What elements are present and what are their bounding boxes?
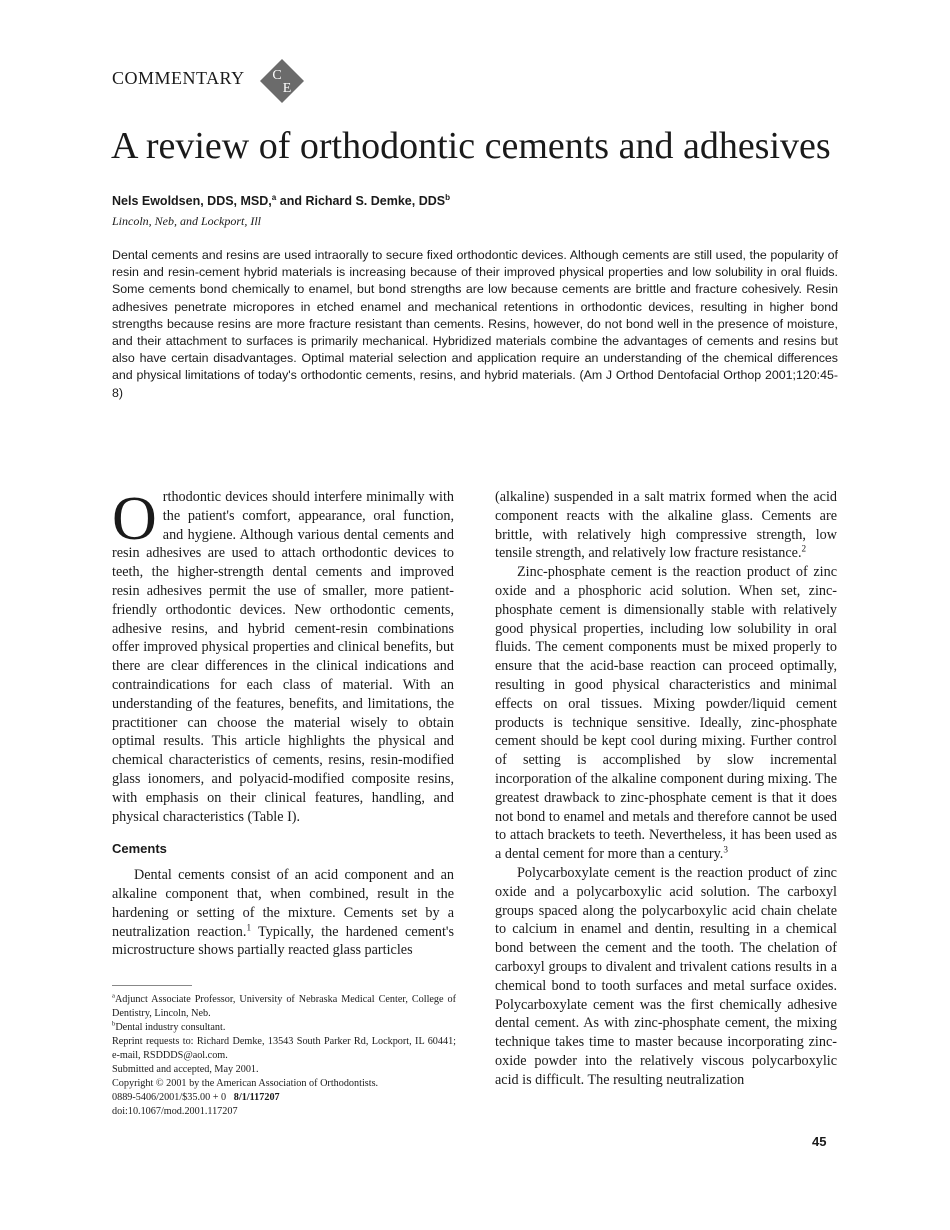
footnote-divider (112, 985, 192, 986)
article-title: A review of orthodontic cements and adhesives (111, 125, 831, 167)
footnote-b: $^b$Dental industry consultant. (112, 1020, 226, 1033)
ref-3: 3 (723, 844, 728, 855)
ref-2: 2 (801, 543, 807, 554)
page-number: 45 (812, 1134, 827, 1149)
author-line (112, 194, 450, 208)
zinc-phosphate-paragraph: Zinc-phosphate cement is the reaction product of zinc oxide and a phosphoric acid solution. When set, zinc-phosphate cement is dimensionally stable with relatively good physical properties, including low solubility in oral fluids. The cement components must be mixed properly to ensure that the acid-base reaction can proceed optimally, resulting in good physical characteristics and minimal effects on oral tissues. Mixing powder/liquid cement products is technique sensitive. Ideally, zinc-phosphate cement should be kept cool during mixing. Further control of setting is accomplished by slow incremental incorporation of the alkaline component during mixing. The greatest drawback to zinc-phosphate cement is that it does not bond to enamel and metals and therefore cannot be used to attach brackets to teeth. Nevertheless, it has been used as a dental cement for more than a century.$^3$ (495, 564, 837, 863)
footnotes (112, 993, 456, 1119)
footnote-a: $^a$Adjunct Associate Professor, University of Nebraska Medical Center, College of Dentistry, Lincoln, Neb. (112, 992, 456, 1019)
badge-top-letter: C (272, 68, 282, 83)
affiliation: Lincoln, Neb, and Lockport, Ill (112, 214, 261, 228)
author-2-affil-mark: b (445, 192, 451, 202)
polycarboxylate-paragraph: Polycarboxylate cement is the reaction product of zinc oxide and a polycarboxylic acid solution. The carboxyl groups spaced along the polycarboxylic acid chain chelate to calcium in enamel and dentin, resulting in a chemical bond between the cement and the tooth. The chelation of carboxyl groups to divalent and trivalent cations results in a chemical bond to tooth surfaces and metal surface oxides. Polycarboxylate cement was the first chemically adhesive dental cement. As with zinc-phosphate cement, the mixing technique takes time to master because incorporating zinc-oxide powder into the relatively viscous polycarboxylic acid is difficult. The resulting neutralization (495, 864, 837, 1088)
abstract: Dental cements and resins are used intraorally to secure fixed orthodontic devices. Although cements are still used, the popularity of resin and resin-cement hybrid materials is increasing because of their improved physical properties and low solubility in oral fluids. Some cements bond chemically to enamel, but bond strengths are low because cements are brittle and fracture cohesively. Resin adhesives penetrate micropores in etched enamel and mechanical retentions in orthodontic devices, resulting in higher bond strengths because resins are more fracture resistant than cements. Resins, however, do not bond well in the presence of moisture, and their attachment to surfaces is primarily mechanical. Hybridized materials combine the advantages of cements and resins but also have certain disadvantages. Optimal material selection and application require an understanding of the chemical differences and physical limitations of today's orthodontic cements, resins, and hybrid materials. (Am J Orthod Dentofacial Orthop 2001;120:45-8) (112, 248, 838, 400)
badge-bottom-letter: E (282, 81, 292, 96)
author-2: and Richard S. Demke, DDS (276, 194, 446, 208)
body-column-left (112, 485, 455, 960)
copyright-note: Copyright © 2001 by the American Association of Orthodontists. (112, 1078, 379, 1089)
intro-paragraph: Orthodontic devices should interfere minimally with the patient's comfort, appearance, oral function, and hygiene. Although various dental cements and resin adhesives are used to attach orthodontic devices to teeth, the higher-strength dental cements and improved resin adhesives permit the use of smaller, more patient-friendly orthodontic devices. New orthodontic cements, adhesive resins, and hybrid cement-resin combinations offer improved physical properties and clinical benefits, but there are clear differences in the clinical indications and contraindications for each class of material. With an understanding of the features, benefits, and limitations, the practitioner can choose the material wisely to obtain optimal results. This article highlights the physical and chemical characteristics of cements, resins, resin-modified glass ionomers, and polyacid-modified composite resins, with emphasis on their clinical features, handling, and physical characteristics (Table I). (112, 485, 454, 825)
ref-1: 1 (246, 921, 252, 932)
body-column-right (495, 488, 837, 1090)
drop-cap: O (112, 485, 157, 553)
section-heading-cements: Cements (112, 841, 167, 857)
author-1: Nels Ewoldsen, DDS, MSD, (112, 194, 272, 208)
submission-note: Submitted and accepted, May 2001. (112, 1064, 259, 1075)
section-label: COMMENTARY (112, 68, 245, 88)
article-code: 0889-5406/2001/$35.00 + 0 8/1/117207 (112, 1092, 280, 1103)
cements-paragraph: Dental cements consist of an acid component and an alkaline component that, when combined, result in the hardening or setting of the mixture. Cements set by a neutralization reaction.$^1$ Typically, the hardened cement's microstructure shows partially reacted glass particles (112, 867, 455, 959)
author-1-affil-mark: a (271, 192, 277, 202)
cement-structure-paragraph: (alkaline) suspended in a salt matrix formed when the acid component reacts with the alkaline glass. Cements are brittle, with relatively high compressive strength, low tensile strength, and relatively low fracture resistance.$^2$ (495, 489, 837, 562)
doi: doi:10.1067/mod.2001.117207 (112, 1106, 238, 1117)
reprint-requests: Reprint requests to: Richard Demke, 13543 South Parker Rd, Lockport, IL 60441; e-mail, RSDDDS@aol.com. (112, 1036, 456, 1061)
ce-badge-icon (259, 58, 305, 104)
